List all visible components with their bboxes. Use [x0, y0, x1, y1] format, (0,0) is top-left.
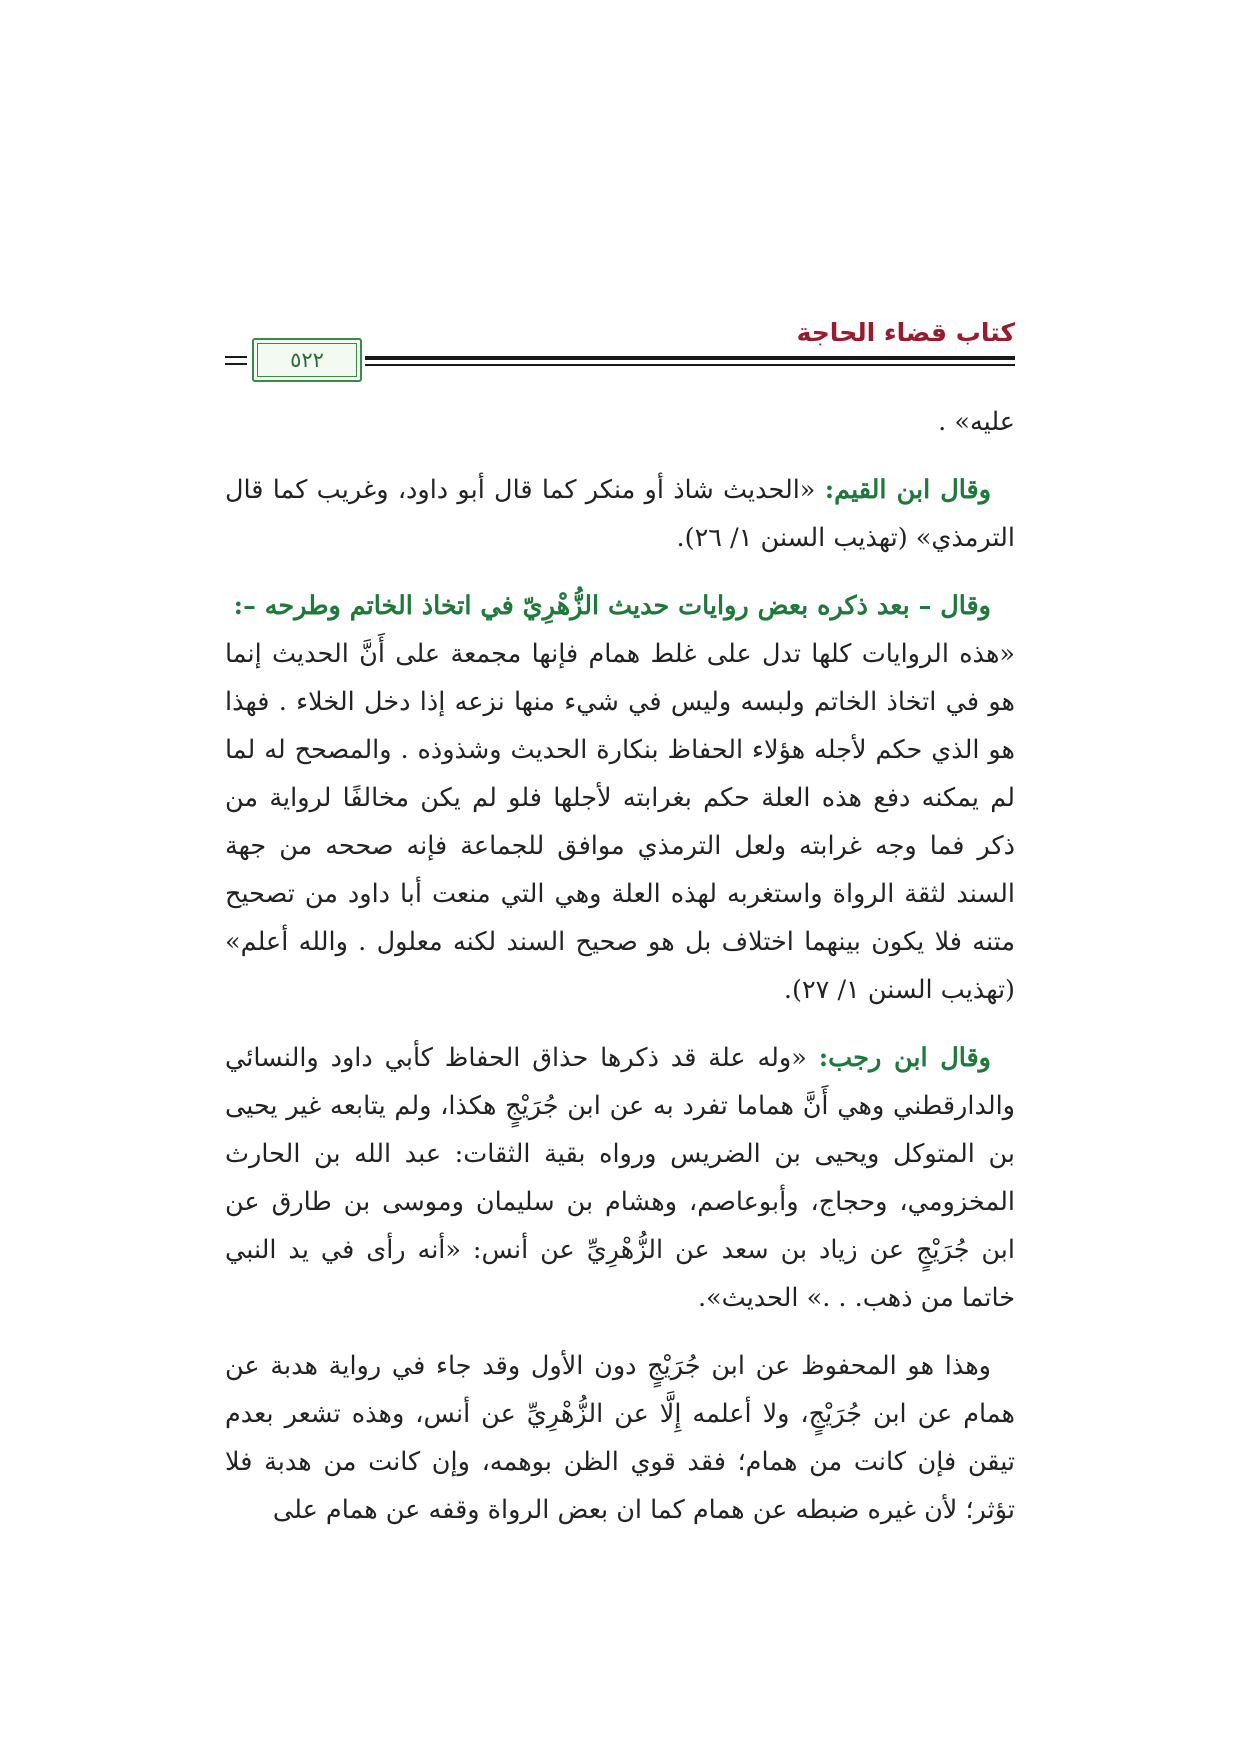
speaker-ibn-qayyim: وقال ابن القيم:	[824, 475, 992, 505]
paragraph-gap	[225, 1014, 1015, 1034]
paragraph-ibn-rajab	[225, 1034, 1015, 1322]
paragraph-quote-ibn-qayyim-2: «هذه الروايات كلها تدل على غلط همام فإنها مجمعة على أَنَّ الحديث إنما هو في اتخاذ الخاتم ولبسه وليس في شيء منها نزعه إذا دخل الخلاء . فهذا هو الذي حكم لأجله هؤلاء الحفاظ بنكارة الحديث وشذوذه . والمصحح له لما لم يمكنه دفع هذه العلة حكم بغرابته لأجلها فلو لم يكن مخالفًا لرواية من ذكر فما وجه غرابته ولعل الترمذي موافق للجماعة فإنه صححه من جهة السند لثقة الرواة واستغربه لهذه العلة وهي التي منعت أبا داود من تصحيح متنه فلا يكون بينهما اختلاف بل هو صحيح السند لكنه معلول . والله أعلم» (تهذيب السنن ١/ ٢٧).	[225, 639, 1015, 1005]
book-title: كتاب قضاء الحاجة	[796, 318, 1015, 347]
paragraph-ibn-qayyim	[225, 466, 1015, 562]
page-number-badge	[252, 338, 362, 382]
page-body	[225, 398, 1015, 1534]
paragraph-gap	[225, 562, 1015, 582]
page-number: ٥٢٢	[257, 343, 357, 377]
paragraph-gap	[225, 446, 1015, 466]
paragraph-commentary: وهذا هو المحفوظ عن ابن جُرَيْجٍ دون الأول وقد جاء في رواية هدبة عن همام عن ابن جُرَيْجٍ، ولا أعلمه إِلَّا عن الزُّهْرِيِّ عن أنس، وهذه تشعر بعدم تيقن فإن كانت من همام؛ فقد قوي الظن بوهمه، وإن كانت من هدبة فلا تؤثر؛ لأن غيره ضبطه عن همام كما ان بعض الرواة وقفه عن همام على	[225, 1351, 1015, 1525]
speaker-ibn-rajab: وقال ابن رجب:	[818, 1043, 991, 1073]
paragraph-gap	[225, 1322, 1015, 1342]
quote-ibn-rajab: «وله علة قد ذكرها حذاق الحفاظ كأبي داود والنسائي والدارقطني وهي أَنَّ هماما تفرد به عن ابن جُرَيْجٍ هكذا، ولم يتابعه غير يحيى بن المتوكل ويحيى بن الضريس ورواه بقية الثقات: عبد الله بن الحارث المخزومي، وحجاج، وأبوعاصم، وهشام بن سليمان وموسى بن طارق عن ابن جُرَيْجٍ عن زياد بن سعد عن الزُّهْرِيِّ عن أنس: «أنه رأى في يد النبي خاتما من ذهب. . .» الحديث».	[225, 1043, 1015, 1313]
header-rule-thick	[365, 356, 1015, 360]
header-rule-left-top	[225, 356, 247, 358]
section-heading: وقال – بعد ذكره بعض روايات حديث الزُّهْرِيّ في اتخاذ الخاتم وطرحه –:	[233, 591, 991, 621]
header-rule-thin	[365, 364, 1015, 366]
continuation-line: عليه» .	[938, 407, 1015, 437]
page-header	[225, 316, 1015, 386]
quote-ibn-qayyim: «الحديث شاذ أو منكر كما قال أبو داود، وغريب كما قال الترمذي» (تهذيب السنن ١/ ٢٦).	[225, 475, 1015, 553]
header-rule-left-bottom	[225, 363, 247, 365]
